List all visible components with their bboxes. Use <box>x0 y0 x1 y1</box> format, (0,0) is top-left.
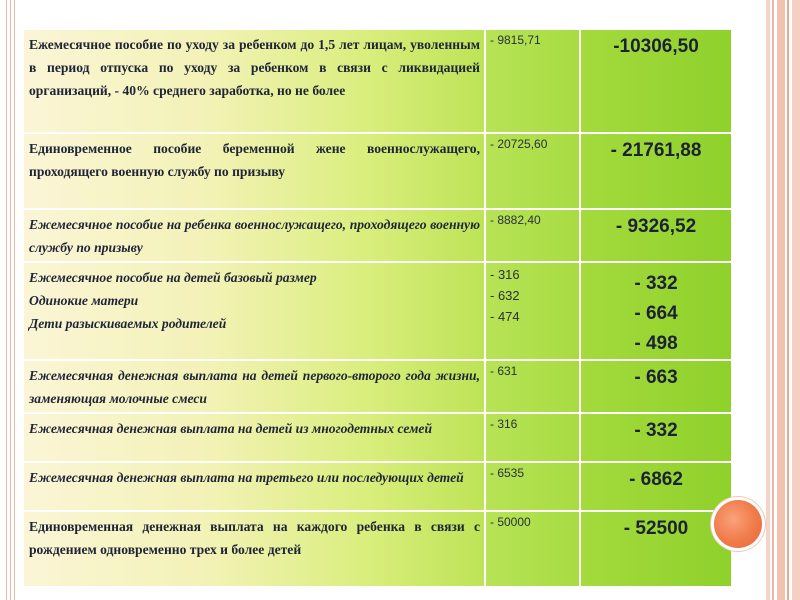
row-new-value: - 9326,52 <box>580 209 732 262</box>
row-description-multi <box>23 262 485 360</box>
row-old-value: - 20725,60 <box>485 133 580 209</box>
row-description-line: Дети разыскиваемых родителей <box>29 316 227 331</box>
row-old-value: - 50000 <box>485 511 580 587</box>
row-new-value: - 332 <box>634 273 678 294</box>
row-new-values <box>580 262 732 360</box>
row-description: Ежемесячное пособие по уходу за ребенком до 1,5 лет лицам, уволенным в период отпуска по уходу за ребенком в связи с ликвидацией организаций, - 40% среднего заработка, но не более <box>23 29 485 133</box>
table-row <box>23 262 732 360</box>
row-old-value: - 316 <box>490 267 520 282</box>
row-description-line: Одинокие матери <box>29 293 139 308</box>
row-new-value: - 52500 <box>580 511 732 587</box>
row-description: Ежемесячная денежная выплата на детей первого-второго года жизни, заменяющая молочные смеси <box>23 360 485 413</box>
row-old-values <box>485 262 580 360</box>
row-new-value: - 663 <box>580 360 732 413</box>
table-row <box>23 29 732 133</box>
row-new-value: - 664 <box>634 303 678 324</box>
orange-circle-decoration <box>714 500 762 548</box>
row-description: Единовременная денежная выплата на каждого ребенка в связи с рождением одновременно трех и более детей <box>23 511 485 587</box>
row-old-value: - 9815,71 <box>485 29 580 133</box>
row-old-value: - 8882,40 <box>485 209 580 262</box>
benefits-table <box>22 28 733 588</box>
row-description: Ежемесячное пособие на ребенка военнослужащего, проходящего военную службу по призыву <box>23 209 485 262</box>
table-row <box>23 209 732 262</box>
left-decorative-lines <box>6 0 16 600</box>
row-old-value: - 631 <box>485 360 580 413</box>
table-row <box>23 133 732 209</box>
table-row <box>23 511 732 587</box>
table-row <box>23 413 732 462</box>
row-old-value: - 6535 <box>485 462 580 511</box>
table-row <box>23 462 732 511</box>
row-new-value: - 21761,88 <box>580 133 732 209</box>
right-decorative-stripes <box>766 0 800 600</box>
row-new-value: - 6862 <box>580 462 732 511</box>
row-old-value: - 632 <box>490 288 520 303</box>
row-old-value: - 316 <box>485 413 580 462</box>
row-new-value: - 498 <box>634 333 678 354</box>
row-new-value: -10306,50 <box>580 29 732 133</box>
row-new-value: - 332 <box>580 413 732 462</box>
row-old-value: - 474 <box>490 309 520 324</box>
table-row <box>23 360 732 413</box>
row-description: Единовременное пособие беременной жене военнослужащего, проходящего военную службу по призыву <box>23 133 485 209</box>
row-description: Ежемесячная денежная выплата на третьего или последующих детей <box>23 462 485 511</box>
row-description: Ежемесячная денежная выплата на детей из многодетных семей <box>23 413 485 462</box>
row-description-line: Ежемесячное пособие на детей базовый размер <box>29 270 317 285</box>
